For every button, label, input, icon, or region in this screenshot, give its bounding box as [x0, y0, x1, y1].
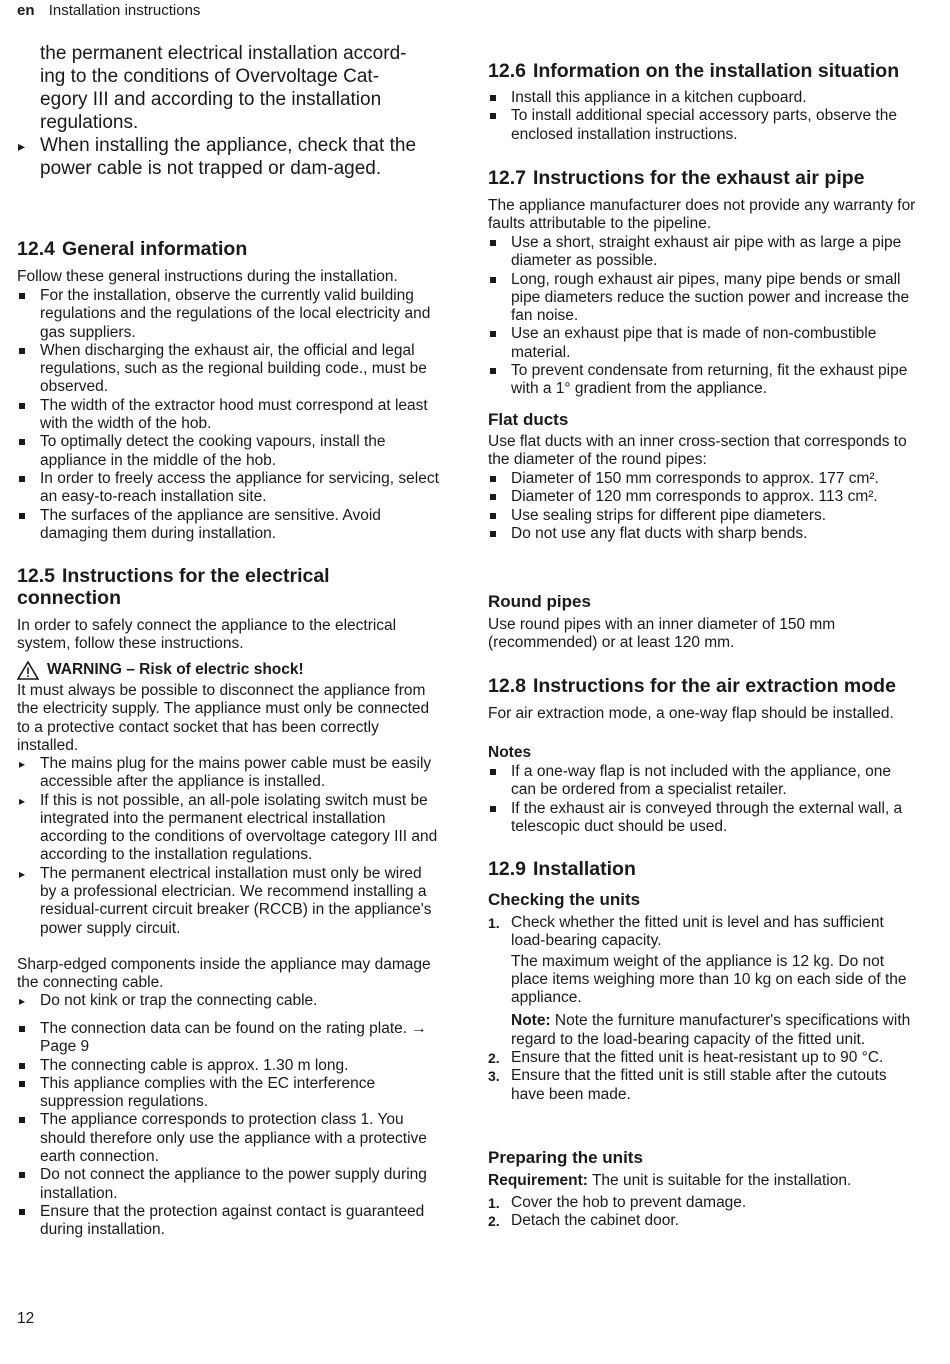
warning-step-list: [17, 755, 442, 938]
warning-text: It must always be possible to disconnect the appliance from the electricity supply. The appliance must only be connected to a protective contact socket that has been correctly installed.: [17, 682, 430, 754]
requirement-text: The unit is suitable for the installation.: [591, 1172, 852, 1189]
section-12-4-intro: Follow these general instructions during the installation.: [17, 268, 398, 285]
section-title: Information on the installation situation: [532, 60, 900, 82]
section-title: General information: [61, 238, 248, 260]
section-title: Instructions for the air extraction mode: [532, 675, 896, 697]
warning-step: ▸ If this is not possible, an all-pole isolating switch must be integrated into the permanent electrical installation according to the conditions of overvoltage category III and according to the installation regulations.: [17, 792, 442, 865]
warning-icon: [17, 661, 39, 680]
checking-units-heading: Checking the units: [488, 890, 641, 909]
language-code: en: [17, 2, 35, 19]
requirement: [488, 1172, 918, 1190]
step-detail: The maximum weight of the appliance is 12 kg. Do not place items weighing more than 10 kg on each side of the appliance.: [511, 952, 907, 1007]
note-text: Note the furniture manufacturer's specifications with regard to the load-bearing capacity of the fitted unit.: [511, 1012, 911, 1048]
warning-heading: [17, 660, 442, 680]
list-item: The width of the extractor hood must correspond at least with the width of the hob.: [17, 397, 442, 434]
sharp-edges-step: ▸ Do not kink or trap the connecting cable.: [17, 992, 442, 1010]
step-number: 1.: [488, 1195, 500, 1211]
step-note: [511, 1007, 918, 1049]
step-number: 2.: [488, 1213, 500, 1230]
section-12-7-heading: [488, 167, 918, 189]
preparing-units-heading: Preparing the units: [488, 1148, 643, 1167]
sharp-edges-step-list: [17, 992, 442, 1010]
list-item: Use a short, straight exhaust air pipe with as large a pipe diameter as possible.: [488, 234, 918, 271]
general-info-list: [17, 287, 442, 543]
section-12-5-heading: [17, 565, 377, 609]
step-text: Cover the hob to prevent damage.: [511, 1194, 747, 1211]
section-12-9-heading: [488, 858, 918, 880]
list-item: Long, rough exhaust air pipes, many pipe bends or small pipe diameters reduce the suction power and increase the fan noise.: [488, 271, 918, 326]
checking-units-steps: [488, 914, 918, 1104]
sharp-edges-text: Sharp-edged components inside the appliance may damage the connecting cable.: [17, 956, 431, 992]
round-pipes-text: Use round pipes with an inner diameter of 150 mm (recommended) or at least 120 mm.: [488, 616, 836, 652]
flat-ducts-heading: Flat ducts: [488, 410, 569, 429]
list-item: The connecting cable is approx. 1.30 m long.: [17, 1057, 442, 1075]
intro-line: regulations.: [40, 112, 139, 133]
list-item: Use an exhaust pipe that is made of non-combustible material.: [488, 325, 918, 362]
list-item: Install this appliance in a kitchen cupboard.: [488, 89, 918, 107]
section-12-4-heading: [17, 238, 442, 260]
section-number: 12.9: [488, 858, 526, 880]
step-number: 1.: [488, 915, 500, 931]
flat-ducts-list: [488, 470, 918, 543]
step-number: 3.: [488, 1068, 500, 1085]
step-item: [488, 1212, 918, 1230]
list-item: To prevent condensate from returning, fit the exhaust pipe with a 1° gradient from the appliance.: [488, 362, 918, 399]
section-12-5-intro: In order to safely connect the appliance to the electrical system, follow these instructions.: [17, 617, 397, 653]
list-item: Diameter of 120 mm corresponds to approx. 113 cm².: [488, 488, 918, 506]
step-text: Ensure that the fitted unit is still stable after the cutouts have been made.: [511, 1067, 887, 1103]
section-number: 12.5: [17, 565, 55, 587]
list-item: This appliance complies with the EC interference suppression regulations.: [17, 1075, 442, 1112]
page-header: [17, 2, 200, 20]
section-12-7-intro: The appliance manufacturer does not provide any warranty for faults attributable to the pipeline.: [488, 197, 916, 233]
warning-step: ▸ The mains plug for the mains power cable must be easily accessible after the appliance is installed.: [17, 755, 442, 792]
exhaust-pipe-list: [488, 234, 918, 399]
intro-step-list: [17, 134, 427, 180]
notes-list: [488, 763, 918, 836]
list-item: When discharging the exhaust air, the official and legal regulations, such as the regional building code., must be observed.: [17, 342, 442, 397]
step-item: [488, 1194, 918, 1212]
section-title: Instructions for the electrical connection: [17, 565, 330, 609]
list-item: The surfaces of the appliance are sensitive. Avoid damaging them during installation.: [17, 507, 442, 544]
intro-line: the permanent electrical installation accord-: [40, 43, 407, 64]
intro-step: ▸ When installing the appliance, check that the power cable is not trapped or dam-aged.: [17, 134, 427, 180]
step-item: [488, 1049, 918, 1067]
step-text: Ensure that the fitted unit is heat-resistant up to 90 °C.: [511, 1049, 884, 1067]
notes-heading: Notes: [488, 744, 532, 761]
preparing-units-steps: [488, 1194, 918, 1231]
section-12-8-intro: For air extraction mode, a one-way flap should be installed.: [488, 705, 894, 722]
section-number: 12.7: [488, 167, 526, 189]
page-number: 12: [17, 1310, 35, 1327]
list-item: In order to freely access the appliance for servicing, select an easy-to-reach installation site.: [17, 470, 442, 507]
step-text: Detach the cabinet door.: [511, 1212, 680, 1230]
electrical-info-list: [17, 1020, 442, 1240]
step-item: [488, 1067, 918, 1104]
section-number: 12.6: [488, 60, 526, 82]
warning-step: ▸ The permanent electrical installation must only be wired by a professional electrician. We recommend installing a residual-current circuit breaker (RCCB) in the appliance's power supply circuit.: [17, 865, 442, 938]
list-item: If the exhaust air is conveyed through the external wall, a telescopic duct should be used.: [488, 800, 918, 837]
flat-ducts-intro: Use flat ducts with an inner cross-section that corresponds to the diameter of the round pipes:: [488, 433, 907, 469]
list-item: The connection data can be found on the rating plate. → Page 9: [17, 1020, 442, 1057]
list-item: To optimally detect the cooking vapours, install the appliance in the middle of the hob.: [17, 433, 442, 470]
step-text: Check whether the fitted unit is level and has sufficient load-bearing capacity.: [511, 914, 884, 950]
intro-continuation: [40, 42, 450, 134]
list-item: Do not connect the appliance to the power supply during installation.: [17, 1166, 442, 1203]
header-title: Installation instructions: [48, 2, 201, 19]
list-item: Ensure that the protection against contact is guaranteed during installation.: [17, 1203, 442, 1240]
section-12-6-heading: [488, 60, 918, 82]
list-item: For the installation, observe the currently valid building regulations and the regulations of the local electricity and gas suppliers.: [17, 287, 442, 342]
section-title: Instructions for the exhaust air pipe: [532, 167, 865, 189]
step-item: [488, 914, 918, 1049]
list-item: If a one-way flap is not included with the appliance, one can be ordered from a specialist retailer.: [488, 763, 918, 800]
step-number: 2.: [488, 1050, 500, 1067]
list-item: Diameter of 150 mm corresponds to approx. 177 cm².: [488, 470, 918, 488]
section-number: 12.8: [488, 675, 526, 697]
warning-title: WARNING – Risk of electric shock!: [47, 661, 304, 678]
round-pipes-heading: Round pipes: [488, 592, 591, 611]
note-label: Note:: [511, 1012, 551, 1030]
list-item: Do not use any flat ducts with sharp bends.: [488, 525, 918, 543]
list-item: The appliance corresponds to protection class 1. You should therefore only use the appliance with a protective earth connection.: [17, 1111, 442, 1166]
section-12-8-heading: [488, 675, 918, 697]
intro-line: ing to the conditions of Overvoltage Cat-: [40, 66, 380, 87]
list-item: To install additional special accessory parts, observe the enclosed installation instructions.: [488, 107, 918, 144]
section-number: 12.4: [17, 238, 55, 260]
section-title: Installation: [532, 858, 636, 880]
requirement-label: Requirement:: [488, 1172, 588, 1189]
installation-situation-list: [488, 89, 918, 144]
intro-line: egory III and according to the installation: [40, 89, 382, 110]
list-item: Use sealing strips for different pipe diameters.: [488, 507, 918, 525]
